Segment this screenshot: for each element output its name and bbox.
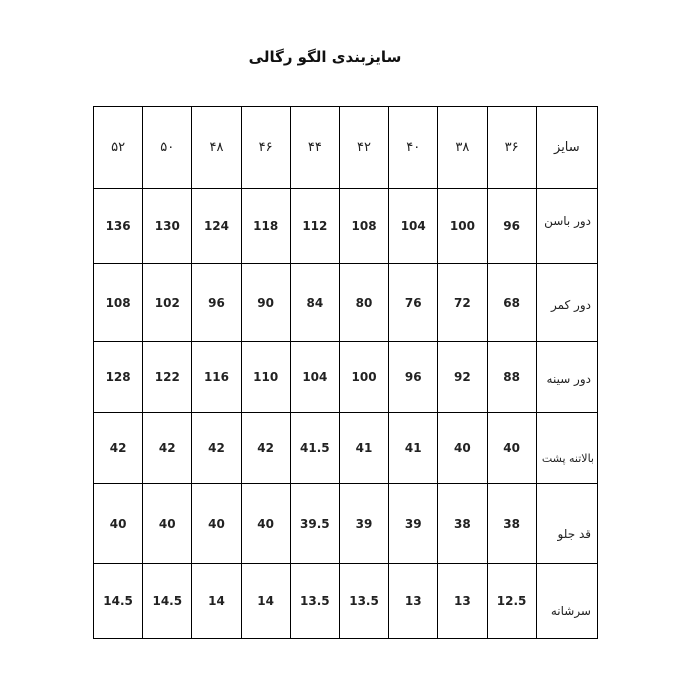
table-cell: 39 xyxy=(339,484,388,564)
table-cell: 104 xyxy=(290,342,339,413)
table-row xyxy=(94,342,598,413)
table-cell: 100 xyxy=(438,189,487,264)
size-cell: ۵۲ xyxy=(94,107,143,189)
table-cell: 130 xyxy=(143,189,192,264)
row-label xyxy=(536,564,597,639)
row-label-text: سرشانه xyxy=(550,604,591,618)
table-cell: 40 xyxy=(241,484,290,564)
table-cell: 13.5 xyxy=(290,564,339,639)
table-cell: 14 xyxy=(192,564,241,639)
table-cell: 124 xyxy=(192,189,241,264)
table-cell: 38 xyxy=(487,484,536,564)
table-cell: 108 xyxy=(94,264,143,342)
table-cell: 68 xyxy=(487,264,536,342)
table-cell: 118 xyxy=(241,189,290,264)
table-cell: 40 xyxy=(438,413,487,484)
table-cell: 100 xyxy=(339,342,388,413)
size-chart-table xyxy=(93,106,598,639)
table-cell: 96 xyxy=(192,264,241,342)
table-cell: 92 xyxy=(438,342,487,413)
table-cell: 84 xyxy=(290,264,339,342)
table-cell: 110 xyxy=(241,342,290,413)
row-label-text: قد جلو xyxy=(557,526,591,541)
table-cell: 40 xyxy=(487,413,536,484)
table-cell: 136 xyxy=(94,189,143,264)
table-cell: 40 xyxy=(143,484,192,564)
table-cell: 76 xyxy=(389,264,438,342)
size-cell: ۵۰ xyxy=(143,107,192,189)
table-cell: 112 xyxy=(290,189,339,264)
table-cell: 39.5 xyxy=(290,484,339,564)
row-label xyxy=(536,264,597,342)
table-cell: 12.5 xyxy=(487,564,536,639)
size-cell: ۴۴ xyxy=(290,107,339,189)
table-row xyxy=(94,189,598,264)
size-cell: ۳۶ xyxy=(487,107,536,189)
table-row xyxy=(94,264,598,342)
table-cell: 42 xyxy=(94,413,143,484)
row-label: سایز xyxy=(536,107,597,189)
table-cell: 128 xyxy=(94,342,143,413)
table-cell: 14 xyxy=(241,564,290,639)
table-cell: 102 xyxy=(143,264,192,342)
size-cell: ۴۰ xyxy=(389,107,438,189)
row-label-text: دور سینه xyxy=(546,372,591,386)
table-cell: 41 xyxy=(339,413,388,484)
table-cell: 13.5 xyxy=(339,564,388,639)
table-cell: 42 xyxy=(241,413,290,484)
table-cell: 42 xyxy=(143,413,192,484)
table-cell: 90 xyxy=(241,264,290,342)
table-cell: 122 xyxy=(143,342,192,413)
row-label xyxy=(536,484,597,564)
row-label xyxy=(536,342,597,413)
size-cell: ۴۸ xyxy=(192,107,241,189)
table-cell: 13 xyxy=(438,564,487,639)
table-cell: 14.5 xyxy=(143,564,192,639)
table-cell: 96 xyxy=(487,189,536,264)
size-cell: ۳۸ xyxy=(438,107,487,189)
row-label xyxy=(536,413,597,484)
table-cell: 41.5 xyxy=(290,413,339,484)
header-row xyxy=(94,107,598,189)
table-cell: 40 xyxy=(94,484,143,564)
row-label xyxy=(536,189,597,264)
table-cell: 88 xyxy=(487,342,536,413)
table-cell: 13 xyxy=(389,564,438,639)
row-label-text: بالاتنه پشت xyxy=(541,451,594,465)
table-row xyxy=(94,413,598,484)
table-cell: 41 xyxy=(389,413,438,484)
table-cell: 116 xyxy=(192,342,241,413)
table-cell: 108 xyxy=(339,189,388,264)
table-cell: 14.5 xyxy=(94,564,143,639)
table-cell: 39 xyxy=(389,484,438,564)
table-cell: 80 xyxy=(339,264,388,342)
size-cell: ۴۶ xyxy=(241,107,290,189)
table-cell: 38 xyxy=(438,484,487,564)
table-cell: 42 xyxy=(192,413,241,484)
table-cell: 40 xyxy=(192,484,241,564)
table-cell: 72 xyxy=(438,264,487,342)
table-row xyxy=(94,484,598,564)
table-cell: 96 xyxy=(389,342,438,413)
size-cell: ۴۲ xyxy=(339,107,388,189)
table-cell: 104 xyxy=(389,189,438,264)
row-label-text: دور باسن xyxy=(544,214,591,228)
row-label-text: دور کمر xyxy=(550,297,591,312)
page-title: سایزبندی الگو رگالی xyxy=(248,48,402,66)
table-row xyxy=(94,564,598,639)
